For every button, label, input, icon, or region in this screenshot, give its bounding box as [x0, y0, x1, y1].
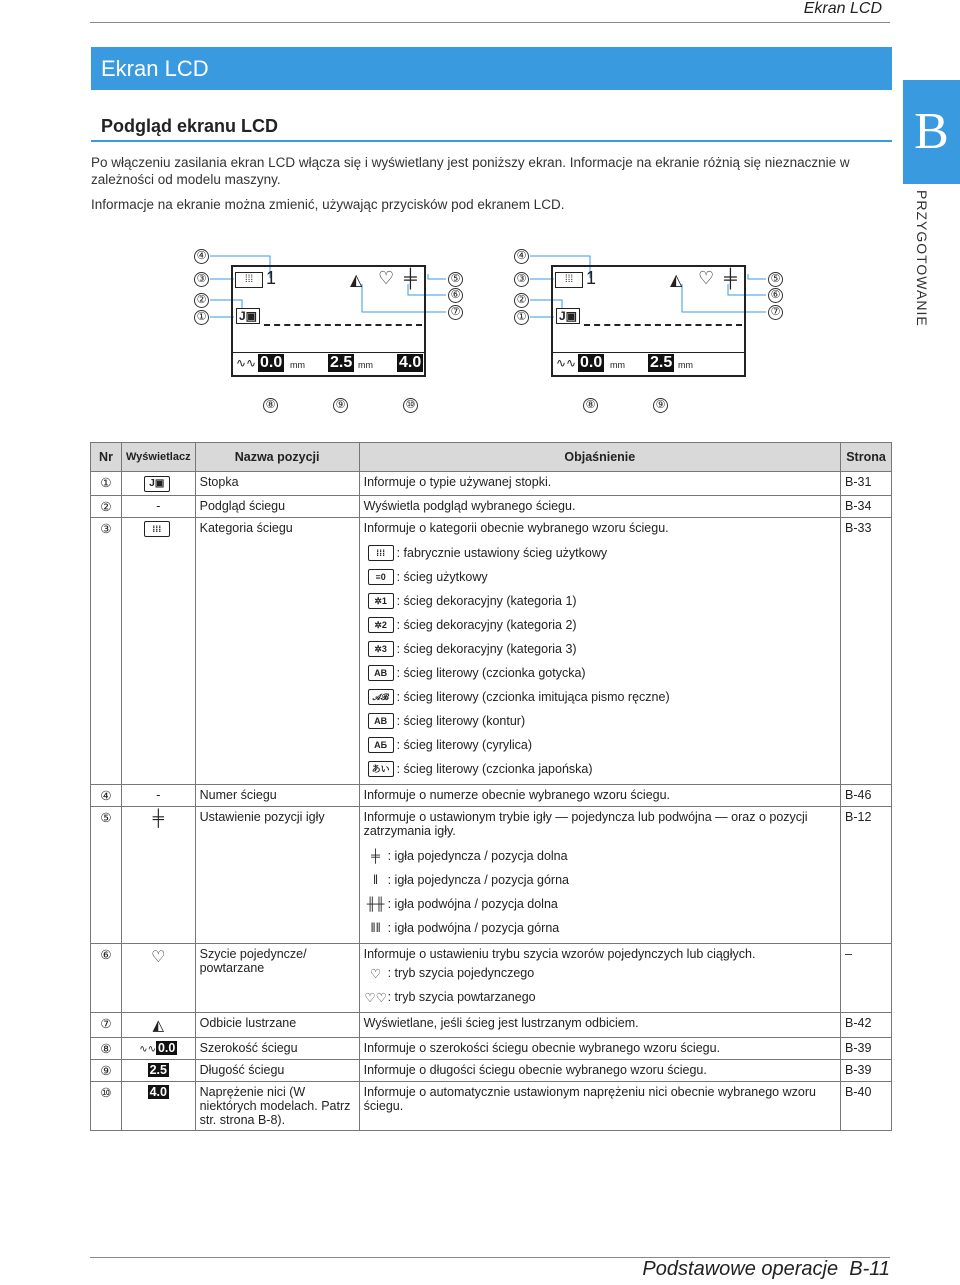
width-unit: mm	[610, 360, 625, 370]
stitch-category-icon: ⁞⁞⁞	[235, 272, 263, 288]
mirror-icon: ◭	[122, 1013, 196, 1038]
table-row: ④ - Numer ściegu Informuje o numerze obecnie wybranego wzoru ściegu. B-46	[91, 785, 892, 807]
section-title: Podgląd ekranu LCD	[91, 110, 892, 142]
category-icon: ✲1	[368, 593, 394, 609]
marker: ⑥	[768, 288, 783, 303]
table-row: ⑩ 4.0 Naprężenie nici (W niektórych modelach. Patrz str. strona B-8). Informuje o automatycznie ustawionym naprężeniu nici obecnie wybranego wzoru ściegu. B-40	[91, 1082, 892, 1131]
stitch-category-icon: ⁞⁞⁞	[122, 518, 196, 785]
marker: ④	[514, 249, 529, 264]
width-unit: mm	[290, 360, 305, 370]
tension-display: 4.0	[122, 1082, 196, 1131]
category-icon: あい	[368, 761, 394, 777]
length-unit: mm	[678, 360, 693, 370]
list-item: ✲3 : ścieg dekoracyjny (kategoria 3)	[368, 637, 836, 661]
category-icon: 𝒜ℬ	[368, 689, 394, 705]
marker: ⑧	[583, 398, 598, 413]
table-row: ② - Podgląd ściegu Wyświetla podgląd wybranego ściegu. B-34	[91, 496, 892, 518]
marker: ⑧	[263, 398, 278, 413]
page-footer	[642, 1258, 890, 1281]
length-value: 2.5	[330, 354, 353, 371]
marker: ①	[514, 310, 529, 325]
chapter-banner: Ekran LCD	[91, 47, 892, 90]
marker: ②	[194, 293, 209, 308]
category-icon: ⁞⁞⁞	[368, 545, 394, 561]
stitch-number: 1	[586, 268, 597, 288]
marker: ①	[194, 310, 209, 325]
length-display: 2.5	[122, 1060, 196, 1082]
repeat-heart-icon: ♡	[698, 268, 715, 288]
stitch-preview	[264, 324, 422, 326]
col-name: Nazwa pozycji	[195, 443, 359, 472]
category-icon: AB	[368, 665, 394, 681]
presser-foot-icon: J▣	[122, 472, 196, 496]
list-item: ≡0 : ścieg użytkowy	[368, 565, 836, 589]
needle-position-icon: ╪	[404, 268, 417, 288]
row-description: Informuje o ustawieniu trybu szycia wzorów pojedynczych lub ciągłych.	[363, 947, 756, 961]
chapter-tab: B	[903, 80, 960, 184]
length-value: 2.5	[650, 354, 673, 371]
marker: ②	[514, 293, 529, 308]
list-item: ╫╫ : igła podwójna / pozycja dolna	[364, 892, 836, 916]
tension-value: 4.0	[399, 354, 422, 371]
needle-icon: ‖	[373, 873, 379, 887]
list-item: ✲2 : ścieg dekoracyjny (kategoria 2)	[368, 613, 836, 637]
list-item: ✲1 : ścieg dekoracyjny (kategoria 1)	[368, 589, 836, 613]
stitch-number: 1	[266, 268, 277, 288]
category-icon: АБ	[368, 737, 394, 753]
marker: ④	[194, 249, 209, 264]
row-description: Informuje o kategorii obecnie wybranego wzoru ściegu.	[363, 521, 669, 535]
marker: ⑤	[768, 272, 783, 287]
list-item: ‖ : igła pojedyncza / pozycja górna	[364, 868, 836, 892]
category-icon: AB	[368, 713, 394, 729]
col-desc: Objaśnienie	[359, 443, 840, 472]
marker: ③	[514, 272, 529, 287]
col-display: Wyświetlacz	[122, 443, 196, 472]
needle-position-icon: ╪	[724, 268, 737, 288]
mirror-icon: ◭	[350, 272, 363, 289]
needle-icon: ‖‖	[370, 921, 381, 935]
table-row: ⑦ ◭ Odbicie lustrzane Wyświetlane, jeśli ścieg jest lustrzanym odbiciem. B-42	[91, 1013, 892, 1038]
marker: ⑦	[448, 305, 463, 320]
footer-section: Podstawowe operacje	[642, 1258, 839, 1280]
lcd-items-table	[90, 442, 892, 1131]
col-nr: Nr	[91, 443, 122, 472]
width-icon: ∿∿	[236, 356, 257, 370]
chapter-side-label: PRZYGOTOWANIE	[914, 190, 930, 327]
list-item: ♡♡ : tryb szycia powtarzanego	[364, 990, 536, 1005]
list-item: AB : ścieg literowy (czcionka gotycka)	[368, 661, 836, 685]
needle-position-icon: ╪	[122, 807, 196, 944]
col-page: Strona	[841, 443, 892, 472]
table-row: ① J▣ Stopka Informuje o typie używanej stopki. B-31	[91, 472, 892, 496]
marker: ⑦	[768, 305, 783, 320]
category-list	[364, 541, 836, 781]
marker: ⑤	[448, 272, 463, 287]
row-description: Informuje o ustawionym trybie igły — pojedyncza lub podwójna — oraz o pozycji zatrzymania igły.	[363, 810, 808, 838]
list-item: ⁞⁞⁞ : fabrycznie ustawiony ścieg użytkowy	[368, 541, 836, 565]
table-row: ③ ⁞⁞⁞ Kategoria ściegu Informuje o kategorii obecnie wybranego wzoru ściegu. ⁞⁞⁞ : fabrycznie ustawiony ścieg użytkowy ≡0 : ścieg użytkowy ✲1 : ścieg dekoracyjny (kategoria 1) ✲2 : ścieg dekoracyjny (kategoria 2) ✲3 : ścieg dekoracyjny (kategoria 3) AB : ścieg literowy (czcionka gotycka) 𝒜ℬ : ścieg literowy (czcionka imitująca pismo ręczne) AB : ścieg literowy (kontur) АБ : ścieg literowy (cyrylica) あい : ścieg literowy (czcionka japońska) B-33	[91, 518, 892, 785]
width-display: ∿∿ 0.0	[122, 1038, 196, 1060]
table-row: ⑧ ∿∿ 0.0 Szerokość ściegu Informuje o szerokości ściegu obecnie wybranego wzoru ściegu. B-39	[91, 1038, 892, 1060]
list-item: あい : ścieg literowy (czcionka japońska)	[368, 757, 836, 781]
marker: ③	[194, 272, 209, 287]
presser-foot-icon: J▣	[236, 308, 260, 324]
category-icon: ≡0	[368, 569, 394, 585]
repeat-heart-icon: ♡	[122, 944, 196, 1013]
needle-icon: ╪	[371, 849, 381, 863]
lcd-divider	[552, 352, 745, 353]
stitch-preview	[584, 324, 742, 326]
category-icon: ✲2	[368, 617, 394, 633]
intro-paragraph-1: Po włączeniu zasilania ekran LCD włącza się i wyświetlany jest poniższy ekran. Informacje na ekranie różnią się nieznacznie w zależności od modelu maszyny.	[91, 155, 850, 187]
needle-mode-list	[364, 844, 836, 940]
lcd-diagram-left	[192, 244, 482, 424]
table-row: ⑨ 2.5 Długość ściegu Informuje o długości ściegu obecnie wybranego wzoru ściegu. B-39	[91, 1060, 892, 1082]
table-row: ⑤ ╪ Ustawienie pozycji igły Informuje o ustawionym trybie igły — pojedyncza lub podwójna — oraz o pozycji zatrzymania igły. ╪ : igła pojedyncza / pozycja dolna ‖ : igła pojedyncza / pozycja górna ╫╫ : igła podwójna / pozycja dolna ‖‖ : igła podwójna / pozycja górna B-12	[91, 807, 892, 944]
lcd-divider	[232, 352, 425, 353]
list-item: ♡ : tryb szycia pojedynczego	[364, 961, 836, 985]
sewing-mode-list	[364, 961, 836, 1009]
repeat-heart-icon: ♡	[378, 268, 395, 288]
heart-icon: ♡	[370, 966, 382, 981]
lcd-diagram-right	[512, 244, 802, 424]
heart-icon: ♡♡	[364, 990, 387, 1005]
list-item: AB : ścieg literowy (kontur)	[368, 709, 836, 733]
page-number: B-11	[849, 1258, 890, 1280]
marker: ⑩	[403, 398, 418, 413]
mirror-icon: ◭	[670, 272, 683, 289]
marker: ⑨	[333, 398, 348, 413]
presser-foot-icon: J▣	[556, 308, 580, 324]
needle-icon: ╫╫	[366, 897, 385, 911]
list-item: ‖‖ : igła podwójna / pozycja górna	[364, 916, 836, 940]
header-rule	[90, 22, 890, 23]
table-row: ⑥ ♡ Szycie pojedyncze/ powtarzane Informuje o ustawieniu trybu szycia wzorów pojedynczych lub ciągłych. ♡ : tryb szycia pojedynczego ♡♡ : tryb szycia powtarzanego –	[91, 944, 892, 1013]
width-icon: ∿∿	[556, 356, 577, 370]
table-header-row	[91, 443, 892, 472]
width-value: 0.0	[260, 354, 283, 371]
list-item: АБ : ścieg literowy (cyrylica)	[368, 733, 836, 757]
intro-paragraph-2: Informacje na ekranie można zmienić, używając przycisków pod ekranem LCD.	[91, 197, 565, 212]
width-value: 0.0	[580, 354, 603, 371]
category-icon: ✲3	[368, 641, 394, 657]
running-title: Ekran LCD	[803, 0, 882, 17]
length-unit: mm	[358, 360, 373, 370]
marker: ⑥	[448, 288, 463, 303]
list-item: 𝒜ℬ : ścieg literowy (czcionka imitująca pismo ręczne)	[368, 685, 836, 709]
stitch-category-icon: ⁞⁞⁞	[555, 272, 583, 288]
marker: ⑨	[653, 398, 668, 413]
list-item: ╪ : igła pojedyncza / pozycja dolna	[364, 844, 836, 868]
